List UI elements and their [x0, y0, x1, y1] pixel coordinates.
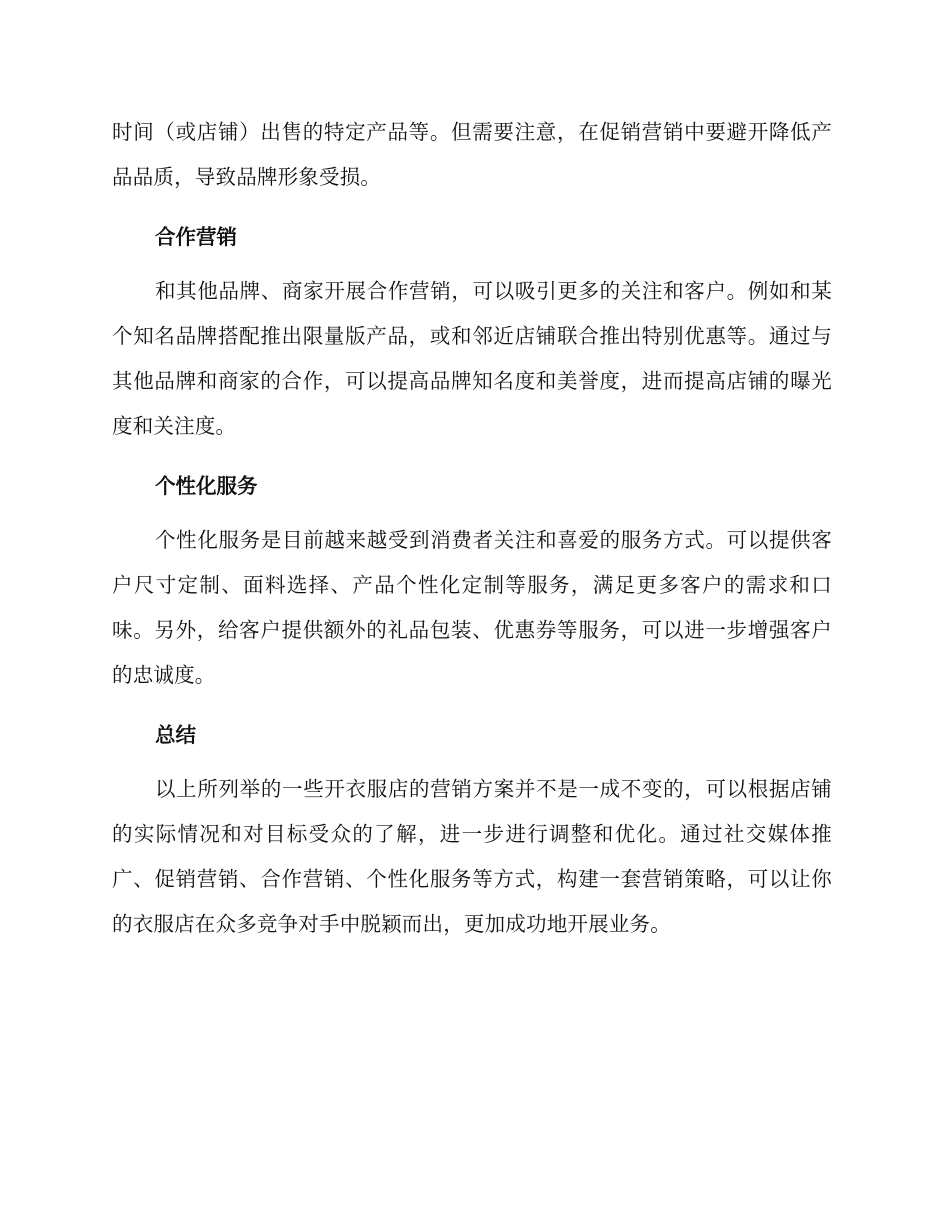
document-page: [112, 110, 832, 947]
heading-personalized-service: 个性化服务: [155, 474, 258, 498]
paragraph-summary: 以上所列举的一些开衣服店的营销方案并不是一成不变的，可以根据店铺的实际情况和对目标受众的了解，进一步进行调整和优化。通过社交媒体推广、促销营销、合作营销、个性化服务等方式，构建一套营销策略，可以让你的衣服店在众多竞争对手中脱颖而出，更加成功地开展业务。: [112, 777, 832, 936]
paragraph-promotion-continued: 时间（或店铺）出售的特定产品等。但需要注意，在促销营销中要避开降低产品品质，导致品牌形象受损。: [112, 120, 832, 189]
paragraph-cooperative-marketing: 和其他品牌、商家开展合作营销，可以吸引更多的关注和客户。例如和某个知名品牌搭配推出限量版产品，或和邻近店铺联合推出特别优惠等。通过与其他品牌和商家的合作，可以提高品牌知名度和美誉度，进而提高店铺的曝光度和关注度。: [112, 279, 832, 438]
heading-summary: 总结: [155, 723, 196, 747]
paragraph-personalized-service: 个性化服务是目前越来越受到消费者关注和喜爱的服务方式。可以提供客户尺寸定制、面料选择、产品个性化定制等服务，满足更多客户的需求和口味。另外，给客户提供额外的礼品包装、优惠券等服务，可以进一步增强客户的忠诚度。: [112, 528, 832, 687]
heading-cooperative-marketing: 合作营销: [155, 225, 237, 249]
